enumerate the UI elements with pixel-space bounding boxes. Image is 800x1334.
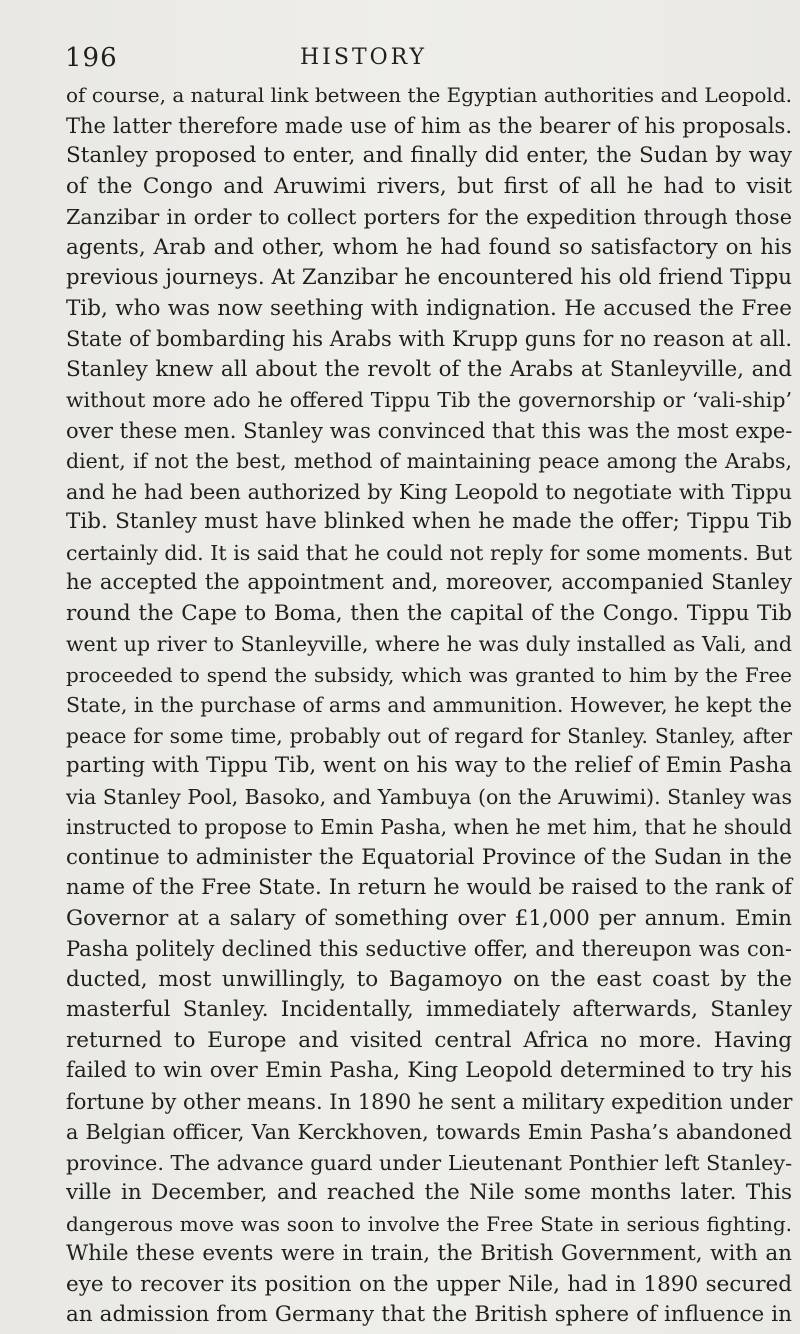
page-header [0,40,800,76]
text-line: While these events were in train, the British Government, with an [66,1241,792,1266]
text-line: Stanley knew all about the revolt of the Arabs at Stanleyville, and [66,356,792,382]
text-line: without more ado he offered Tippu Tib the governorship or ‘vali-ship’ [66,388,792,412]
text-line: agents, Arab and other, whom he had found so satisfactory on his [66,234,792,260]
text-line: proceeded to spend the subsidy, which was granted to him by the Free [66,662,792,687]
text-line: went up river to Stanleyville, where he was duly installed as Vali, and [66,632,792,656]
text-line: via Stanley Pool, Basoko, and Yambuya (on the Aruwimi). Stanley was [66,784,792,809]
text-line: State of bombarding his Arabs with Krupp guns for no reason at all. [66,327,792,351]
text-line: and he had been authorized by King Leopold to negotiate with Tippu [66,479,792,504]
text-line: Tib. Stanley must have blinked when he made the offer; Tippu Tib [66,509,792,534]
text-line: State, in the purchase of arms and ammunition. However, he kept the [66,693,792,717]
text-line: eye to recover its position on the upper Nile, had in 1890 secured [66,1271,792,1297]
text-line: over these men. Stanley was convinced that this was the most expe- [66,418,793,443]
text-line: name of the Free State. In return he would be raised to the rank of [66,875,792,900]
text-line: previous journeys. At Zanzibar he encountered his old friend Tippu [66,265,792,290]
text-line: Pasha politely declined this seductive offer, and thereupon was con- [66,937,792,961]
text-line: certainly did. It is said that he could not reply for some moments. But [66,540,792,565]
text-line: ville in December, and reached the Nile some months later. This [66,1180,792,1205]
text-line: province. The advance guard under Lieutenant Ponthier left Stanley- [66,1150,793,1175]
body-text [66,80,792,1331]
text-line: Tib, who was now seething with indignation. He accused the Free [66,295,792,321]
page-number: 196 [65,43,118,73]
text-line: Stanley proposed to enter, and finally did enter, the Sudan by way [66,143,792,168]
text-line: Zanzibar in order to collect porters for the expedition through those [66,205,792,229]
text-line: masterful Stanley. Incidentally, immediately afterwards, Stanley [66,997,792,1022]
text-line: peace for some time, probably out of regard for Stanley. Stanley, after [66,723,792,748]
text-line: he accepted the appointment and, moreover, accompanied Stanley [66,570,792,595]
text-line: of course, a natural link between the Egyptian authorities and Leopold. [66,83,792,107]
text-line: Governor at a salary of something over £1,000 per annum. Emin [66,905,792,931]
text-line: round the Cape to Boma, then the capital of the Congo. Tippu Tib [66,600,792,626]
text-line: fortune by other means. In 1890 he sent a military expedition under [66,1089,793,1114]
text-line: parting with Tippu Tib, went on his way to the relief of Emin Pasha [66,753,792,778]
text-line: ducted, most unwillingly, to Bagamoyo on the east coast by the [66,966,792,992]
text-line: dient, if not the best, method of maintaining peace among the Arabs, [66,449,792,473]
text-line: dangerous move was soon to involve the Free State in serious fighting. [66,1211,792,1236]
text-line: returned to Europe and visited central Africa no more. Having [66,1027,792,1053]
text-line: failed to win over Emin Pasha, King Leopold determined to try his [66,1058,792,1083]
text-line: instructed to propose to Emin Pasha, when he met him, that he should [66,815,792,839]
text-line: of the Congo and Aruwimi rivers, but first of all he had to visit [66,173,792,199]
running-head: HISTORY [300,45,428,70]
text-line: continue to administer the Equatorial Province of the Sudan in the [66,844,792,870]
text-line: The latter therefore made use of him as the bearer of his proposals. [66,113,792,138]
text-line: a Belgian officer, Van Kerckhoven, towards Emin Pasha’s abandoned [66,1120,792,1144]
text-line: an admission from Germany that the British sphere of influence in [66,1302,792,1327]
